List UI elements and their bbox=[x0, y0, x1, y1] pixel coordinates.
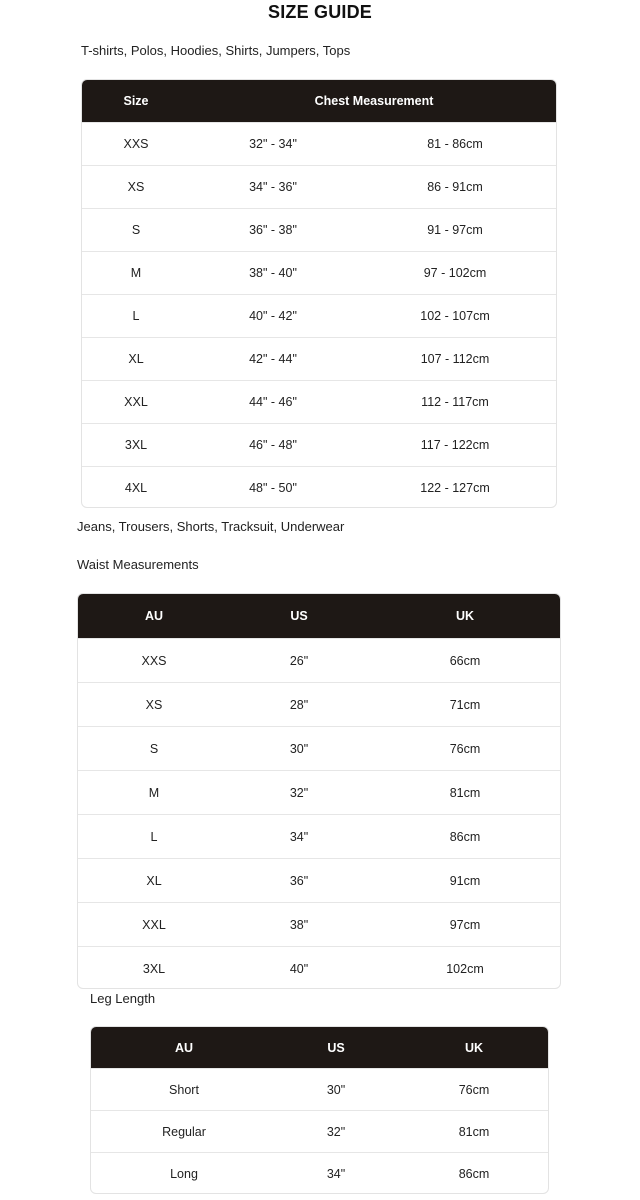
uk-size-cell: 102cm bbox=[446, 961, 484, 976]
chest-cm-cell: 86 - 91cm bbox=[427, 180, 483, 194]
chest-cm-cell: 112 - 117cm bbox=[421, 395, 489, 409]
leg-uk-cell: 86cm bbox=[458, 1166, 490, 1181]
size-cell: 3XL bbox=[124, 438, 148, 452]
chest-cm-cell: 81 - 86cm bbox=[427, 137, 483, 151]
au-size-cell: XXL bbox=[142, 917, 166, 932]
leg-au-cell: Long bbox=[170, 1166, 198, 1181]
header-size: Size bbox=[123, 94, 149, 108]
waist-caption: Waist Measurements bbox=[77, 557, 199, 572]
table-row bbox=[78, 770, 560, 814]
table-row bbox=[91, 1152, 548, 1194]
uk-size-cell: 86cm bbox=[449, 829, 481, 844]
tops-size-table bbox=[81, 79, 557, 508]
table-row bbox=[82, 466, 556, 508]
chest-inches-cell: 40" - 42" bbox=[249, 309, 297, 323]
table-row bbox=[78, 946, 560, 989]
table-row bbox=[78, 858, 560, 902]
us-size-cell: 34" bbox=[289, 829, 309, 844]
table-row bbox=[91, 1110, 548, 1152]
leg-table-header bbox=[91, 1027, 548, 1068]
header-uk: UK bbox=[455, 609, 475, 623]
chest-cm-cell: 107 - 112cm bbox=[420, 352, 490, 366]
au-size-cell: XS bbox=[145, 697, 163, 712]
leg-uk-cell: 81cm bbox=[458, 1124, 490, 1139]
table-row bbox=[82, 122, 556, 165]
chest-cm-cell: 117 - 122cm bbox=[420, 438, 490, 452]
us-size-cell: 32" bbox=[289, 785, 309, 800]
leg-au-cell: Regular bbox=[162, 1124, 206, 1139]
uk-size-cell: 91cm bbox=[449, 873, 481, 888]
table-row bbox=[82, 208, 556, 251]
chest-inches-cell: 36" - 38" bbox=[249, 223, 297, 237]
header-au: AU bbox=[144, 609, 164, 623]
leg-uk-cell: 76cm bbox=[458, 1082, 490, 1097]
table-row bbox=[78, 682, 560, 726]
header-chest-measurement: Chest Measurement bbox=[314, 94, 434, 108]
table-row bbox=[82, 294, 556, 337]
chest-cm-cell: 122 - 127cm bbox=[420, 481, 490, 495]
chest-inches-cell: 34" - 36" bbox=[249, 180, 297, 194]
leg-us-cell: 32" bbox=[326, 1124, 346, 1139]
us-size-cell: 30" bbox=[289, 741, 309, 756]
size-cell: XXL bbox=[124, 395, 148, 409]
tops-table-header bbox=[82, 80, 556, 122]
size-cell: XL bbox=[128, 352, 144, 366]
uk-size-cell: 66cm bbox=[449, 653, 481, 668]
us-size-cell: 26" bbox=[289, 653, 309, 668]
chest-inches-cell: 48" - 50" bbox=[249, 481, 297, 495]
uk-size-cell: 81cm bbox=[449, 785, 481, 800]
chest-cm-cell: 102 - 107cm bbox=[420, 309, 490, 323]
leg-us-cell: 30" bbox=[326, 1082, 346, 1097]
au-size-cell: M bbox=[148, 785, 160, 800]
table-row bbox=[78, 814, 560, 858]
waist-size-table bbox=[77, 593, 561, 989]
au-size-cell: XL bbox=[146, 873, 162, 888]
leg-us-cell: 34" bbox=[326, 1166, 346, 1181]
au-size-cell: 3XL bbox=[142, 961, 166, 976]
uk-size-cell: 97cm bbox=[449, 917, 481, 932]
chest-cm-cell: 97 - 102cm bbox=[423, 266, 487, 280]
header-uk: UK bbox=[464, 1040, 484, 1055]
chest-inches-cell: 32" - 34" bbox=[249, 137, 297, 151]
table-row bbox=[78, 902, 560, 946]
us-size-cell: 28" bbox=[289, 697, 309, 712]
table-row bbox=[82, 165, 556, 208]
size-cell: XS bbox=[127, 180, 145, 194]
table-row bbox=[82, 251, 556, 294]
size-cell: S bbox=[131, 223, 141, 237]
us-size-cell: 36" bbox=[289, 873, 309, 888]
leg-length-table bbox=[90, 1026, 549, 1194]
table-row bbox=[78, 638, 560, 682]
au-size-cell: XXS bbox=[141, 653, 167, 668]
header-us: US bbox=[290, 609, 308, 623]
chest-inches-cell: 38" - 40" bbox=[249, 266, 297, 280]
chest-cm-cell: 91 - 97cm bbox=[427, 223, 483, 237]
size-cell: L bbox=[132, 309, 140, 323]
size-cell: 4XL bbox=[124, 481, 148, 495]
table-row bbox=[82, 380, 556, 423]
header-au: AU bbox=[174, 1040, 194, 1055]
tops-caption: T-shirts, Polos, Hoodies, Shirts, Jumpers, Tops bbox=[81, 43, 351, 58]
leg-length-caption: Leg Length bbox=[90, 991, 156, 1006]
chest-inches-cell: 44" - 46" bbox=[249, 395, 297, 409]
table-row bbox=[78, 726, 560, 770]
header-us: US bbox=[327, 1040, 345, 1055]
us-size-cell: 38" bbox=[289, 917, 309, 932]
table-row bbox=[82, 337, 556, 380]
au-size-cell: L bbox=[150, 829, 158, 844]
table-row bbox=[91, 1068, 548, 1110]
waist-table-header bbox=[78, 594, 560, 638]
au-size-cell: S bbox=[149, 741, 159, 756]
size-cell: M bbox=[130, 266, 142, 280]
us-size-cell: 40" bbox=[289, 961, 309, 976]
chest-inches-cell: 42" - 44" bbox=[249, 352, 297, 366]
size-cell: XXS bbox=[123, 137, 149, 151]
uk-size-cell: 71cm bbox=[449, 697, 481, 712]
table-row bbox=[82, 423, 556, 466]
page-title: SIZE GUIDE bbox=[267, 2, 372, 22]
chest-inches-cell: 46" - 48" bbox=[249, 438, 297, 452]
uk-size-cell: 76cm bbox=[449, 741, 481, 756]
bottoms-caption: Jeans, Trousers, Shorts, Tracksuit, Underwear bbox=[77, 519, 345, 534]
leg-au-cell: Short bbox=[169, 1082, 199, 1097]
